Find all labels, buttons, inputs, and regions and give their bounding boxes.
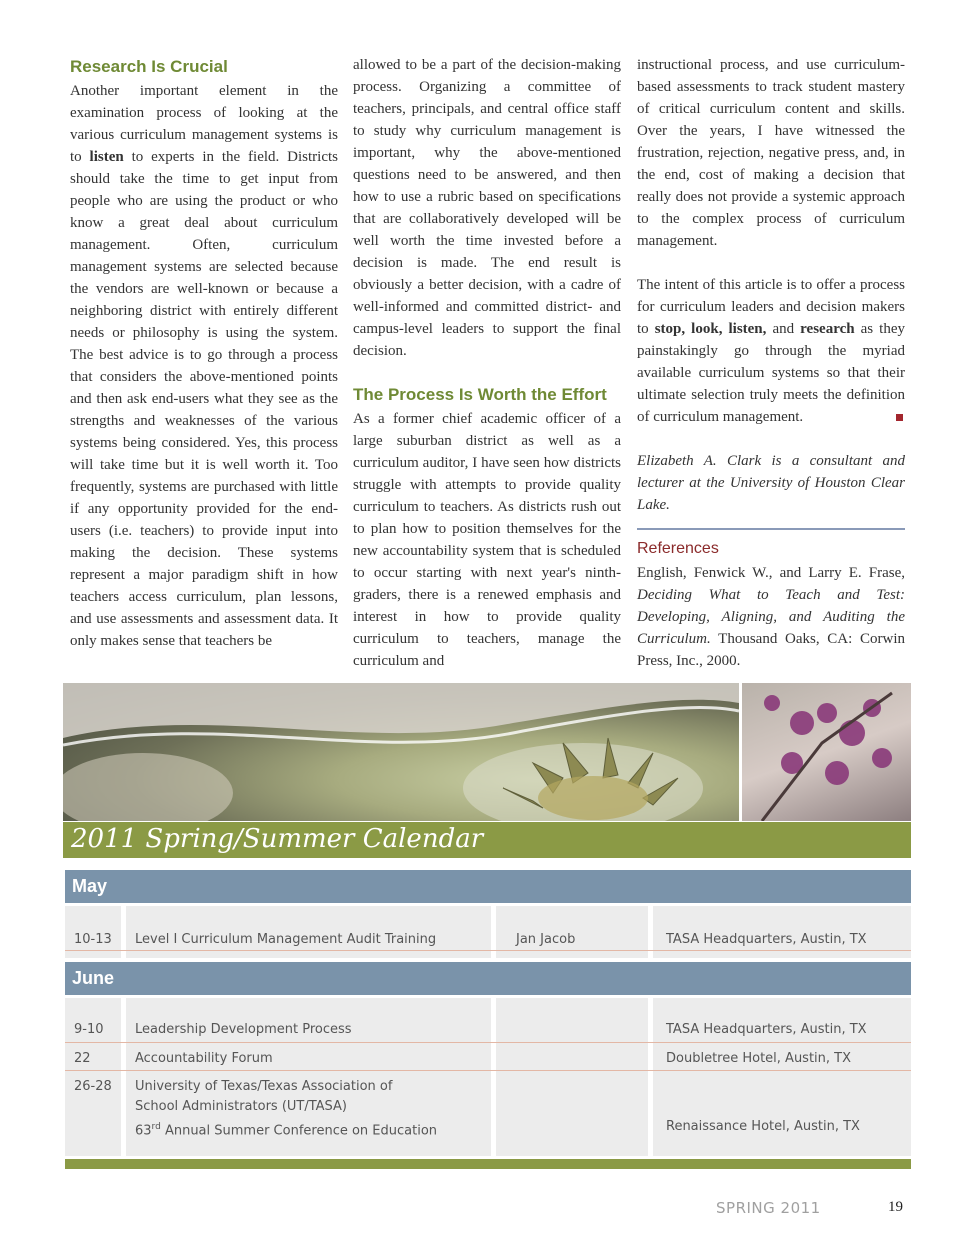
row-divider bbox=[65, 1070, 911, 1071]
text: Another important element in the examination process of looking at the various curriculum management systems is to bbox=[70, 83, 338, 165]
article-column-1 bbox=[70, 56, 338, 674]
calendar-bottom-bar bbox=[65, 1159, 911, 1169]
month-label: May bbox=[72, 876, 108, 896]
column-divider bbox=[648, 998, 653, 1156]
article-column-2 bbox=[353, 54, 621, 694]
text: The intent of this article is to offer a process for curriculum leaders and decision makers to bbox=[637, 277, 905, 337]
section-heading-process: The Process Is Worth the Effort bbox=[353, 385, 607, 404]
may-rows bbox=[65, 906, 911, 958]
event-date: 26-28 bbox=[74, 1079, 112, 1094]
event-location: TASA Headquarters, Austin, TX bbox=[666, 1022, 867, 1037]
end-mark-icon bbox=[896, 414, 903, 421]
succulent-photo-art bbox=[63, 683, 739, 821]
calendar-title: 2011 Spring/Summer Calendar bbox=[71, 824, 484, 854]
paragraph: As a former chief academic officer of a large suburban district as well as a curriculum auditor, I have seen how districts struggle with attempts to provide quality curriculum to teachers. As districts rush out to plan how to position themselves for the new accountability system that is scheduled to occur starting with next year's ninth-graders, there is a renewed emphasis and interest in how to provide quality curriculum to teachers, manage the curriculum and bbox=[353, 411, 621, 669]
event-date: 22 bbox=[74, 1051, 91, 1066]
event-location: Renaissance Hotel, Austin, TX bbox=[666, 1119, 860, 1134]
succulent-photo bbox=[63, 683, 739, 821]
event-date: 9-10 bbox=[74, 1022, 104, 1037]
reference-entry bbox=[637, 562, 905, 672]
references-heading: References bbox=[637, 540, 719, 557]
event-location: TASA Headquarters, Austin, TX bbox=[666, 932, 867, 947]
june-rows bbox=[65, 998, 911, 1156]
divider bbox=[637, 528, 905, 530]
column-divider bbox=[121, 998, 126, 1156]
column-divider bbox=[491, 998, 496, 1156]
event-title: Level I Curriculum Management Audit Training bbox=[135, 932, 437, 947]
paragraph: instructional process, and use curriculum-based assessments to track student mastery of critical curriculum content and skills. Over the years, I have witnessed the frustration, rejection, negative press, and, in the end, cost of making a decision that really does not provide a systemic approach to the complex process of curriculum management. bbox=[637, 57, 905, 249]
event-date: 10-13 bbox=[74, 932, 112, 947]
text: Annual Summer Conference on Education bbox=[160, 1123, 438, 1139]
purple-flowers-art bbox=[742, 683, 911, 821]
event-title bbox=[135, 1077, 437, 1141]
event-title: Leadership Development Process bbox=[135, 1022, 352, 1037]
text: English, Fenwick W., and Larry E. Frase, bbox=[637, 565, 905, 581]
event-title-line bbox=[135, 1117, 437, 1141]
emphasis-text: listen bbox=[89, 149, 124, 165]
calendar-title-bar bbox=[63, 822, 911, 858]
row-divider bbox=[65, 1042, 911, 1043]
month-header-june bbox=[65, 962, 911, 995]
month-header-may bbox=[65, 870, 911, 903]
event-title-line: University of Texas/Texas Association of bbox=[135, 1079, 393, 1094]
event-title: Accountability Forum bbox=[135, 1051, 273, 1066]
purple-flowers-photo bbox=[742, 683, 911, 821]
article-column-3 bbox=[637, 54, 905, 694]
text: to experts in the field. Districts should take the time to get input from people who are using the product or who know a great deal about curriculum management. Often, curriculum management systems are selected because the vendors are well-known or because a neighboring district with entirely different needs or philosophy is using the system. The best advice is to go through a process that considers the above-mentioned points and then ask end-users what they see as the strengths and weaknesses of the various systems being considered. Yes, this process will take time but it is well worth it. Too frequently, systems are purchased with little if any opportunity provided for the end-users (i.e. teachers) to provide input into making the decision. These systems represent a major paradigm shift in how teachers access curriculum, plan lessons, and use assessments and assessment data. It only makes sense that teachers be bbox=[70, 149, 338, 649]
text: and bbox=[766, 321, 801, 337]
event-location: Doubletree Hotel, Austin, TX bbox=[666, 1051, 852, 1066]
author-bio: Elizabeth A. Clark is a consultant and lecturer at the University of Houston Clear Lake. bbox=[637, 453, 905, 513]
text: as they painstakingly go through the myriad available curriculum systems so that their ultimate selection truly meets the definition of curriculum management. bbox=[637, 321, 905, 425]
row-divider bbox=[65, 950, 911, 951]
reference-title: Deciding What to Teach and Test: Developing, Aligning, and Auditing the Curriculum. bbox=[637, 587, 905, 647]
issue-label: SPRING 2011 bbox=[716, 1199, 821, 1217]
section-heading-research: Research Is Crucial bbox=[70, 57, 228, 76]
month-label: June bbox=[72, 968, 115, 988]
page-number: 19 bbox=[888, 1199, 903, 1215]
event-title-line: School Administrators (UT/TASA) bbox=[135, 1099, 348, 1114]
text: 63 bbox=[135, 1123, 152, 1139]
paragraph: allowed to be a part of the decision-making process. Organizing a committee of teachers, principals, and central office staff to study why curriculum management is important, why the above-mentioned questions need to be answered, and then how to use a rubric based on specifications that are collaboratively developed will be well worth the time invested before a decision is made. The end result is obviously a better decision, with a cadre of well-informed and committed district- and campus-level leaders to support the final decision. bbox=[353, 57, 621, 359]
paragraph bbox=[637, 274, 905, 428]
paragraph bbox=[70, 80, 338, 652]
text: Thousand Oaks, CA: Corwin Press, Inc., 2000. bbox=[637, 631, 905, 669]
emphasis-text: stop, look, listen, bbox=[654, 321, 767, 337]
event-presenter: Jan Jacob bbox=[516, 932, 576, 947]
ordinal-suffix: rd bbox=[151, 1122, 161, 1132]
emphasis-text: research bbox=[800, 321, 855, 337]
